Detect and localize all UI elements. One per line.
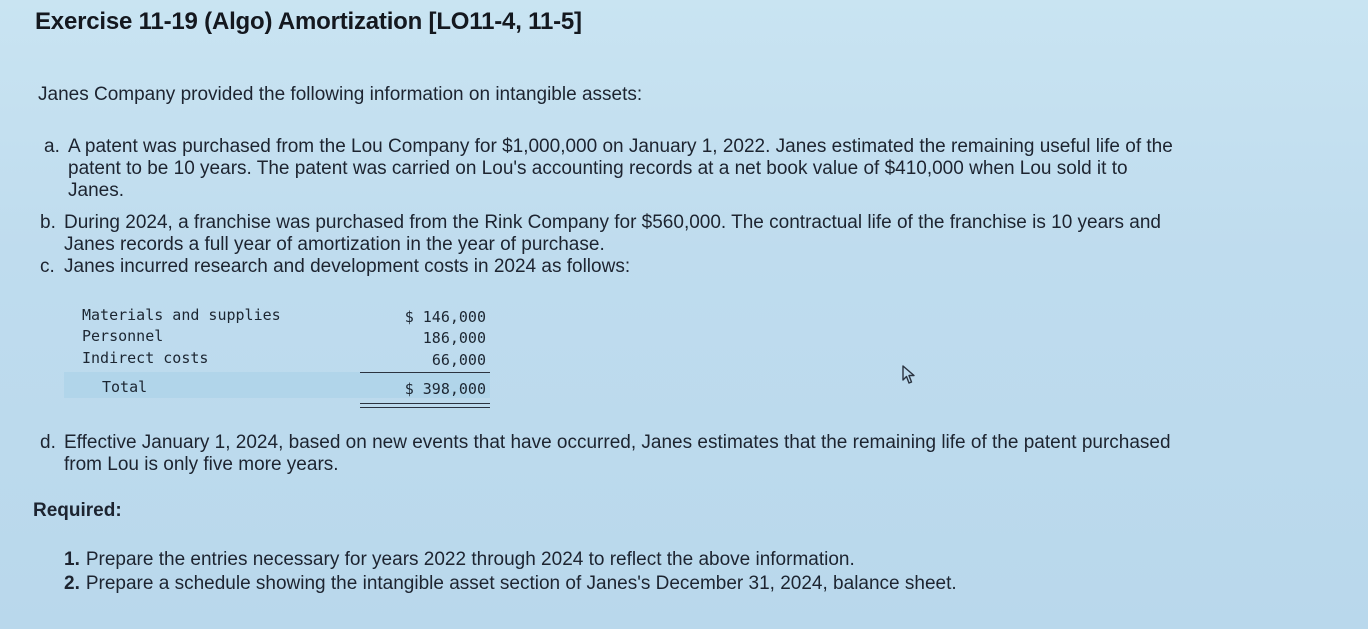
required-heading: Required:: [33, 500, 122, 521]
cost-amount: $ 146,000: [404, 308, 486, 326]
item-a-line: patent to be 10 years. The patent was carried on Lou's accounting records at a net book value of $410,000 when Lou sold it to: [68, 158, 1128, 179]
cost-row-indirect: [78, 349, 498, 369]
requirement-item: [64, 548, 957, 572]
item-b-line: Janes records a full year of amortization in the year of purchase.: [64, 234, 605, 255]
item-a-marker: a.: [44, 136, 60, 157]
total-double-rule-top: [360, 403, 490, 404]
cost-amount: 186,000: [422, 329, 486, 347]
requirement-text: Prepare the entries necessary for years 2022 through 2024 to reflect the above information.: [85, 549, 855, 570]
cost-label: Materials and supplies: [82, 306, 281, 324]
intro-text: Janes Company provided the following information on intangible assets:: [38, 84, 643, 105]
cost-row-materials: [78, 306, 498, 326]
total-amount: $ 398,000: [404, 380, 486, 398]
cost-row-total: [78, 378, 498, 398]
item-c-marker: c.: [40, 256, 55, 277]
item-b-line: During 2024, a franchise was purchased from the Rink Company for $560,000. The contractual life of the franchise is 10 years and: [64, 212, 1161, 233]
item-d-line: from Lou is only five more years.: [64, 454, 339, 475]
exercise-title: Exercise 11-19 (Algo) Amortization [LO11-4, 11-5]: [35, 8, 582, 35]
item-a-line: Janes.: [68, 180, 124, 201]
requirement-number: 2.: [64, 573, 80, 594]
total-label: Total: [102, 378, 148, 396]
requirement-item: [64, 572, 957, 596]
item-a-line: A patent was purchased from the Lou Company for $1,000,000 on January 1, 2022. Janes estimated the remaining useful life of the: [68, 136, 1173, 157]
cost-amount: 66,000: [431, 351, 486, 369]
item-c-line: Janes incurred research and development costs in 2024 as follows:: [64, 256, 631, 277]
requirement-number: 1.: [64, 549, 80, 570]
cost-row-personnel: [78, 327, 498, 347]
item-d-line: Effective January 1, 2024, based on new events that have occurred, Janes estimates that the remaining life of the patent purchased: [64, 432, 1171, 453]
requirement-text: Prepare a schedule showing the intangible asset section of Janes's December 31, 2024, balance sheet.: [85, 573, 957, 594]
cost-label: Personnel: [82, 327, 164, 345]
requirements-list: [64, 548, 957, 596]
mouse-pointer-icon: [900, 364, 920, 386]
total-double-rule-bottom: [360, 407, 490, 408]
item-d-marker: d.: [40, 432, 56, 453]
subtotal-rule: [360, 372, 490, 373]
item-b-marker: b.: [40, 212, 56, 233]
cost-label: Indirect costs: [82, 349, 209, 367]
